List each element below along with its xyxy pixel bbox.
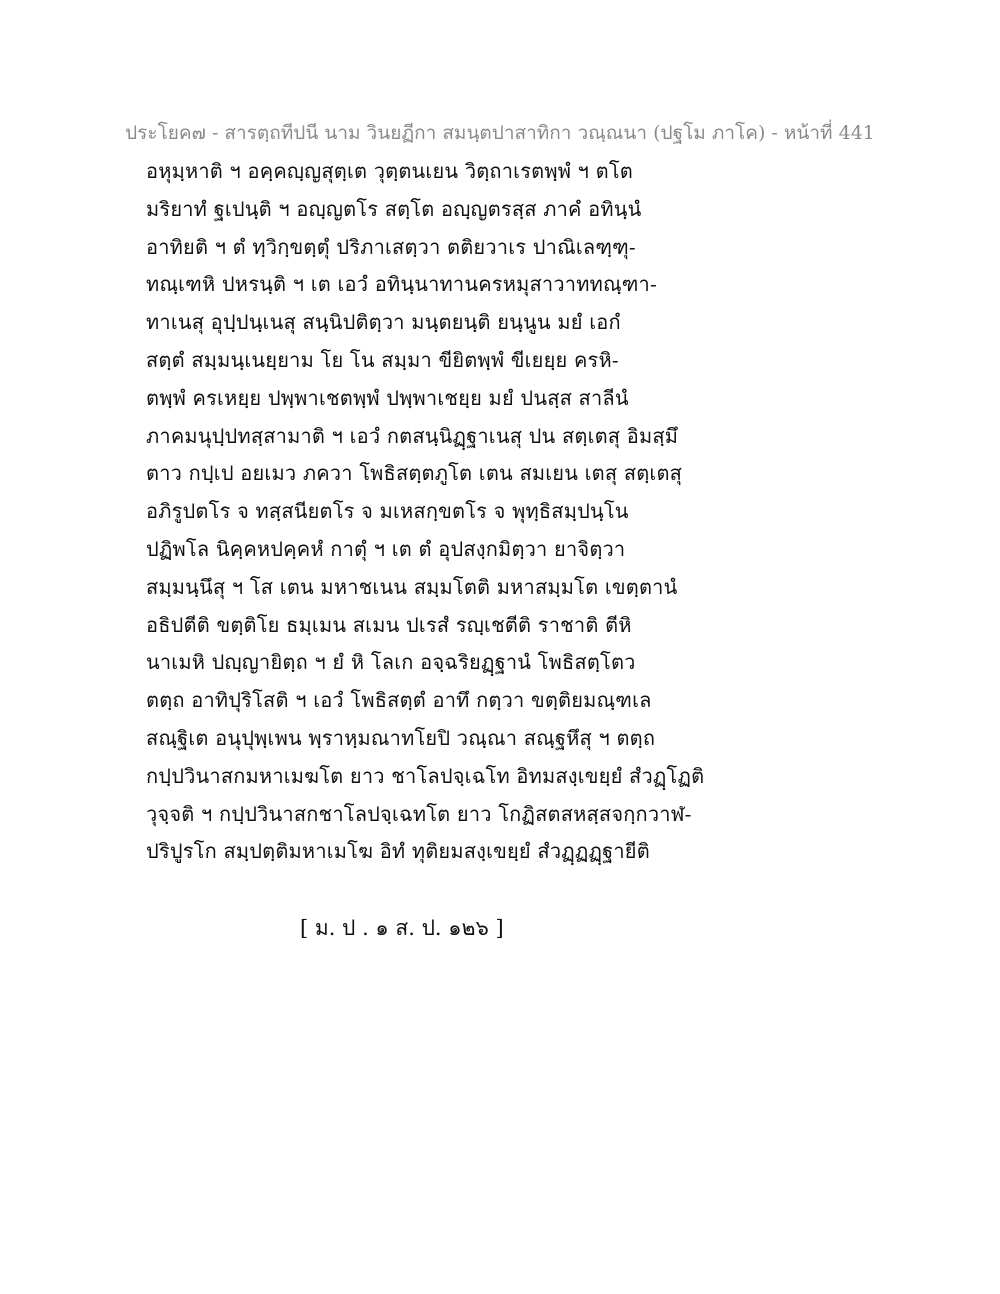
page-header: ประโยค๗ - สารตฺถทีปนี นาม วินยฏีกา สมนฺตปาสาทิกา วณฺณนา (ปฐโม ภาโค) - หน้าที่ 441 bbox=[125, 122, 875, 144]
text-line: นาเมหิ ปญฺญายิตฺถ ฯ ยํ หิ โลเก อจฺฉริยฏฺฐานํ โพธิสตฺโตว bbox=[146, 650, 636, 675]
reference-citation: [ ม. ป . ๑ ส. ป. ๑๒๖ ] bbox=[300, 916, 504, 940]
text-line: อธิปตีติ ขตฺติโย ธมฺเมน สเมน ปเรสํ รญฺเชตีติ ราชาติ ตีหิ bbox=[146, 612, 632, 637]
text-line: อหุมฺหาติ ฯ อคฺคญฺญสุตฺเต วุตฺตนเยน วิตฺถาเรตพฺพํ ฯ ตโต bbox=[146, 159, 633, 183]
text-line: ทณฺเฑหิ ปหรนฺติ ฯ เต เอวํ อทินฺนาทานครหมุสาวาททณฺฑา- bbox=[146, 272, 657, 297]
text-line: กปฺปวินาสกมหาเมฆโต ยาว ชาโลปจฺเฉโท อิทมสงฺเขยฺยํ สํวฏฺโฏติ bbox=[146, 763, 705, 788]
body-text bbox=[146, 153, 705, 871]
text-line: ปริปูรโก สมฺปตฺติมหาเมโฆ อิทํ ทุติยมสงฺเขยฺยํ สํวฏฺฏฏฺฐายีติ bbox=[146, 839, 650, 864]
text-line: มริยาทํ ฐเปนฺติ ฯ อญฺญตโร สตฺโต อญฺญตรสฺส ภาคํ อทินฺนํ bbox=[146, 196, 642, 221]
text-line: วุจฺจติ ฯ กปฺปวินาสกชาโลปจฺเฉทโต ยาว โกฏิสตสหสฺสจกฺกวาฬ- bbox=[146, 801, 692, 826]
text-line: ภาคมนุปฺปทสฺสามาติ ฯ เอวํ กตสนฺนิฏฺฐาเนสุ ปน สตฺเตสุ อิมสฺมึ bbox=[146, 423, 679, 448]
text-line: ตาว กปฺเป อยเมว ภควา โพธิสตฺตภูโต เตน สมเยน เตสุ สตฺเตสุ bbox=[146, 461, 683, 486]
text-line: อภิรูปตโร จ ทสฺสนียตโร จ มเหสกฺขตโร จ พุทฺธิสมฺปนฺโน bbox=[146, 499, 629, 524]
text-line: ตตฺถ อาทิปุริโสติ ฯ เอวํ โพธิสตฺตํ อาทึ กตฺวา ขตฺติยมณฺฑเล bbox=[146, 688, 652, 713]
text-line: ตพฺพํ ครเหยฺย ปพฺพาเชตพฺพํ ปพฺพาเชยฺย มยํ ปนสฺส สาลีนํ bbox=[146, 385, 629, 410]
text-line: สมฺมนฺนึสุ ฯ โส เตน มหาชเนน สมฺมโตติ มหาสมฺมโต เขตฺตานํ bbox=[146, 574, 678, 599]
text-line: ปฏิพโล นิคฺคหปคฺคหํ กาตุํ ฯ เต ตํ อุปสงฺกมิตฺวา ยาจิตฺวา bbox=[146, 536, 626, 561]
text-line: อาทิยติ ฯ ตํ ทฺวิกฺขตฺตุํ ปริภาเสตฺวา ตติยวาเร ปาณิเลฑฺฑุ- bbox=[146, 234, 636, 259]
text-line: ทาเนสุ อุปฺปนฺเนสุ สนฺนิปติตฺวา มนฺตยนฺติ ยนฺนูน มยํ เอกํ bbox=[146, 310, 621, 335]
text-line: สณฺฐิเต อนุปุพฺเพน พฺราหฺมณาทโยปิ วณฺณา สณฺฐหึสุ ฯ ตตฺถ bbox=[146, 725, 656, 750]
text-line: สตฺตํ สมฺมนฺเนยฺยาม โย โน สมฺมา ขียิตพฺพํ ขีเยยฺย ครหิ- bbox=[146, 347, 619, 372]
